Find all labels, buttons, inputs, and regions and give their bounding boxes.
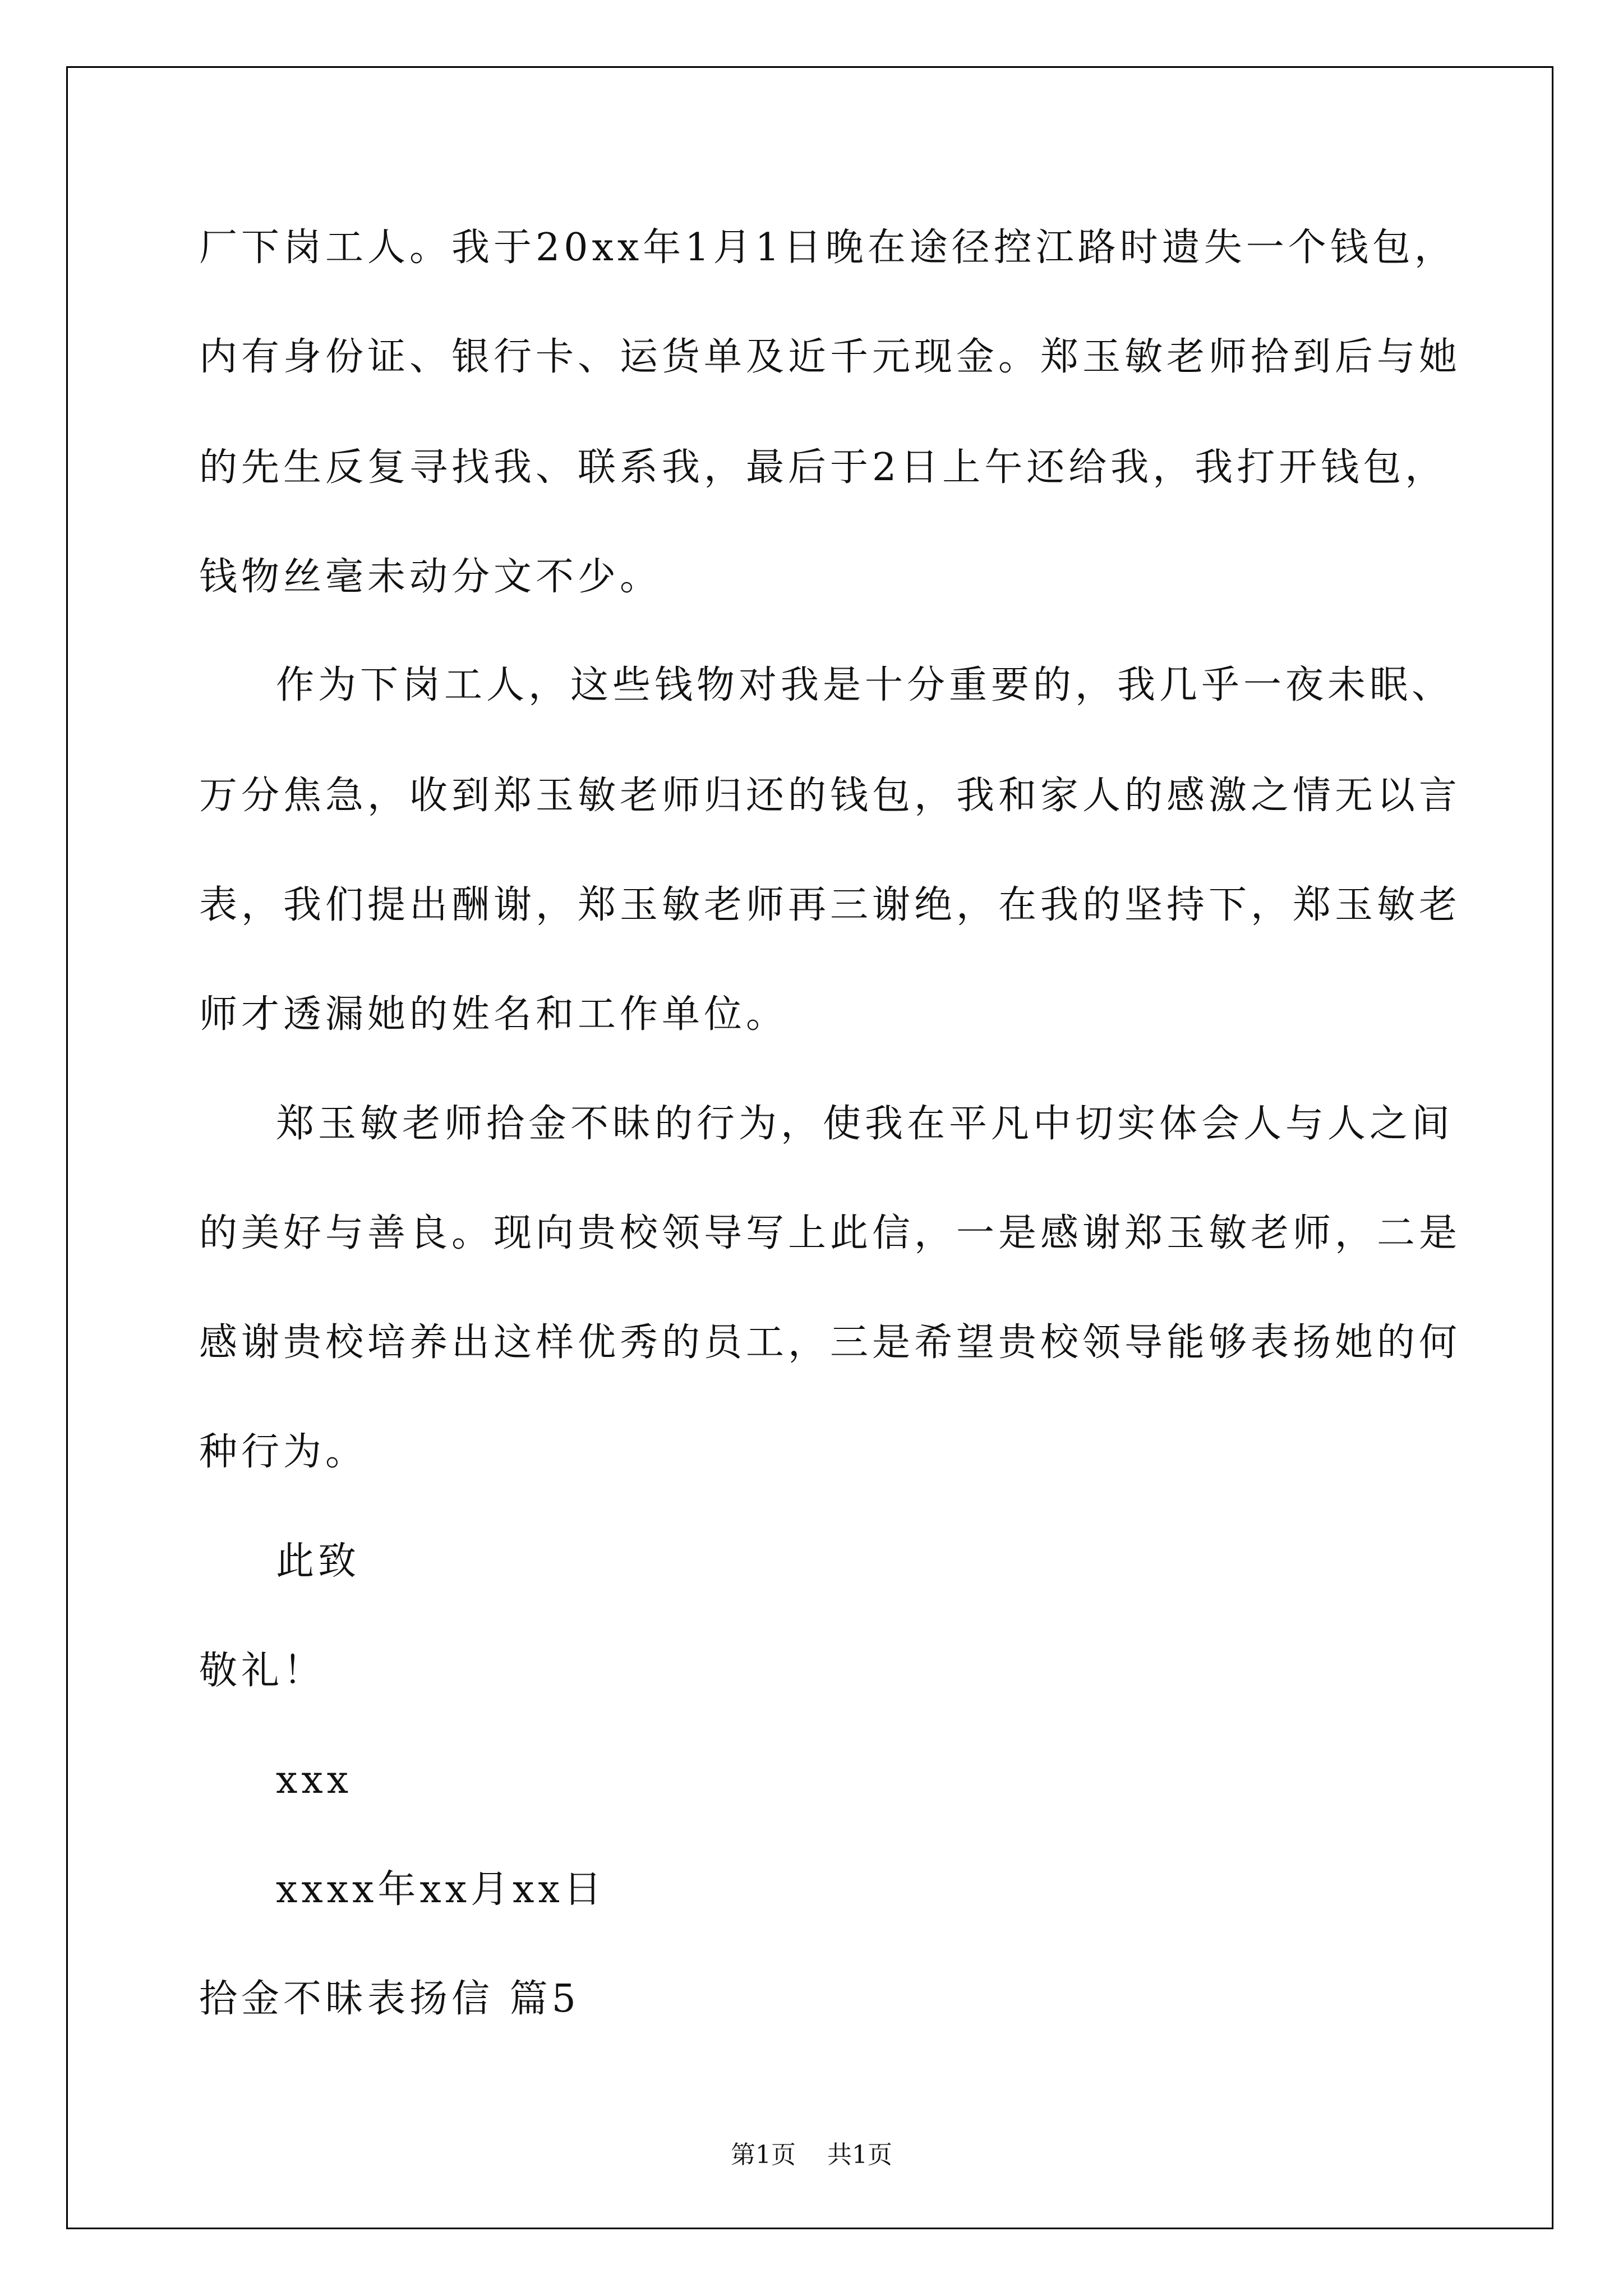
page-number-current: 第1页	[731, 2141, 796, 2169]
paragraph-2-line-2: 万分焦急，收到郑玉敏老师归还的钱包，我和家人的感激之情无以言	[199, 774, 1461, 818]
paragraph-1-line-2: 内有身份证、银行卡、运货单及近千元现金。郑玉敏老师拾到后与她	[199, 335, 1461, 379]
paragraph-3-line-1: 郑玉敏老师拾金不昧的行为，使我在平凡中切实体会人与人之间	[276, 1102, 1454, 1146]
paragraph-2-line-1: 作为下岗工人，这些钱物对我是十分重要的，我几乎一夜未眠、	[276, 663, 1454, 707]
page-footer	[0, 2134, 1623, 2170]
paragraph-2-line-4: 师才透漏她的姓名和工作单位。	[199, 992, 789, 1037]
paragraph-3-line-3: 感谢贵校培养出这样优秀的员工，三是希望贵校领导能够表扬她的何	[199, 1320, 1461, 1365]
next-section-heading: 拾金不昧表扬信 篇5	[199, 1977, 580, 2021]
paragraph-1-line-3: 的先生反复寻找我、联系我，最后于2日上午还给我，我打开钱包，	[199, 445, 1447, 490]
closing-text: 此致	[276, 1539, 361, 1584]
salute-text: 敬礼！	[199, 1649, 326, 1693]
paragraph-1-line-1: 厂下岗工人。我于20xx年1月1日晚在途径控江路时遗失一个钱包，	[199, 226, 1456, 270]
signature-text: xxx	[276, 1758, 353, 1802]
paragraph-3-line-4: 种行为。	[199, 1430, 368, 1474]
paragraph-1-line-4: 钱物丝毫未动分文不少。	[199, 555, 662, 599]
paragraph-3-line-2: 的美好与善良。现向贵校领导写上此信，一是感谢郑玉敏老师，二是	[199, 1211, 1461, 1255]
page-number-total: 共1页	[827, 2141, 892, 2169]
paragraph-2-line-3: 表，我们提出酬谢，郑玉敏老师再三谢绝，在我的坚持下，郑玉敏老	[199, 883, 1461, 927]
date-text: xxxx年xx月xx日	[276, 1867, 606, 1912]
